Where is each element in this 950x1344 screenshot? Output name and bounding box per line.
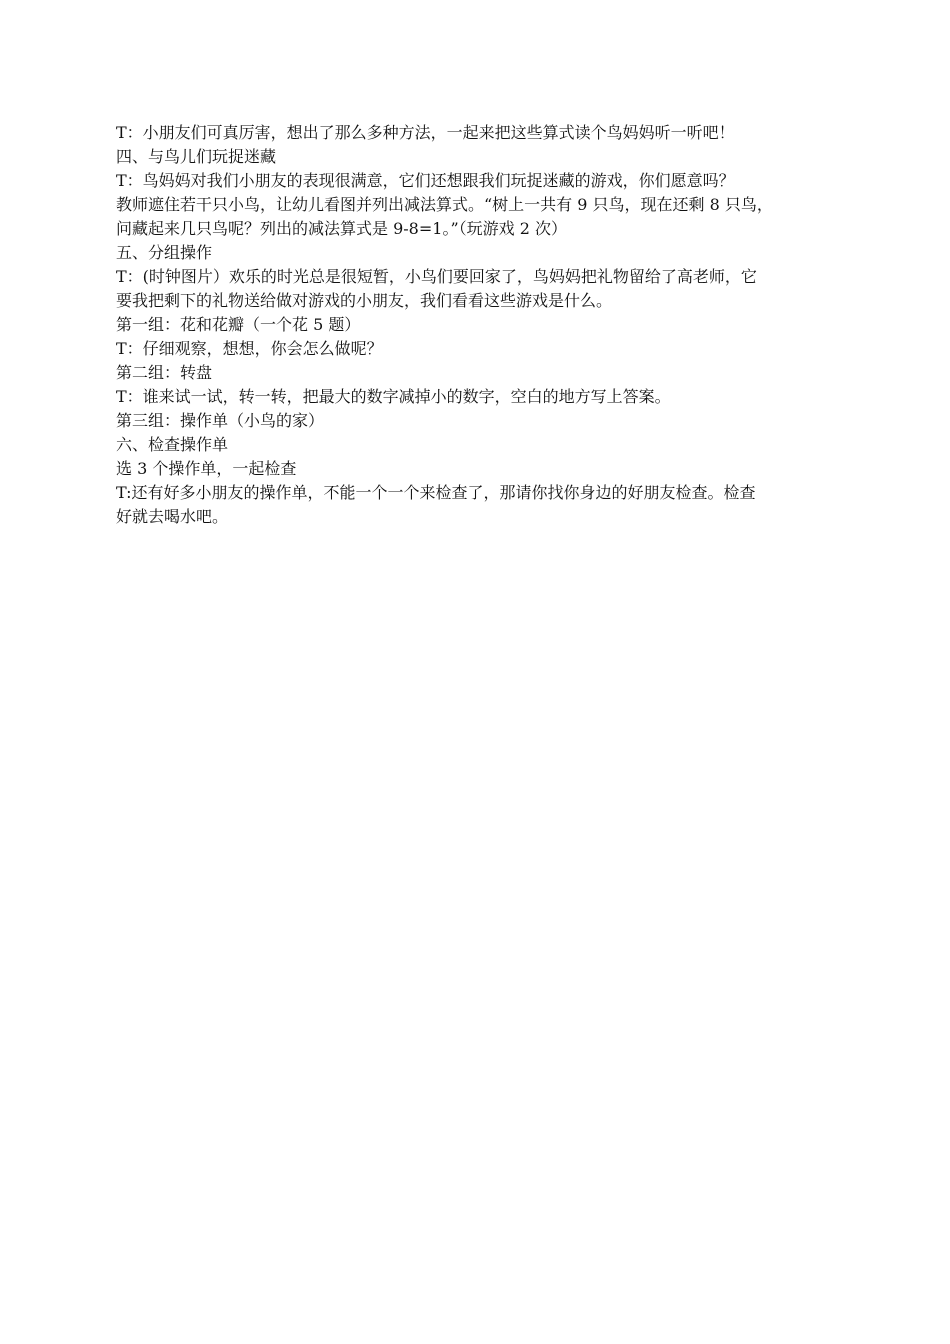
paragraph-hide-and-seek: T：鸟妈妈对我们小朋友的表现很满意，它们还想跟我们玩捉迷藏的游戏，你们愿意吗？ bbox=[116, 171, 735, 190]
group-2-label: 第二组：转盘 bbox=[116, 363, 213, 382]
paragraph-clock-picture: T：(时钟图片）欢乐的时光总是很短暂，小鸟们要回家了，鸟妈妈把礼物留给了高老师，它 bbox=[116, 267, 757, 286]
paragraph-drink-water: 好就去喝水吧。 bbox=[116, 507, 229, 526]
paragraph-select-sheets: 选 3 个操作单，一起检查 bbox=[116, 459, 297, 478]
group-3-label: 第三组：操作单（小鸟的家） bbox=[116, 411, 325, 430]
paragraph-praise: T：小朋友们可真厉害，想出了那么多种方法，一起来把这些算式读个鸟妈妈听一听吧！ bbox=[116, 123, 735, 142]
document-page bbox=[116, 121, 866, 529]
paragraph-spinner: T：谁来试一试，转一转，把最大的数字减掉小的数字，空白的地方写上答案。 bbox=[116, 387, 671, 406]
paragraph-subtraction-formula: 问藏起来几只鸟呢？列出的减法算式是 9-8=1。”（玩游戏 2 次） bbox=[116, 219, 567, 238]
paragraph-teacher-covers-birds: 教师遮住若干只小鸟，让幼儿看图并列出减法算式。“树上一共有 9 只鸟，现在还剩 8 只鸟， bbox=[116, 195, 773, 214]
paragraph-observe: T：仔细观察，想想，你会怎么做呢？ bbox=[116, 339, 383, 358]
paragraph-peer-check: T:还有好多小朋友的操作单，不能一个一个来检查了，那请你找你身边的好朋友检查。检查 bbox=[116, 483, 756, 502]
heading-section-5: 五、分组操作 bbox=[116, 243, 213, 262]
paragraph-gifts: 要我把剩下的礼物送给做对游戏的小朋友，我们看看这些游戏是什么。 bbox=[116, 291, 613, 310]
heading-section-6: 六、检查操作单 bbox=[116, 435, 229, 454]
group-1-label: 第一组：花和花瓣（一个花 5 题） bbox=[116, 315, 361, 334]
heading-section-4: 四、与鸟儿们玩捉迷藏 bbox=[116, 147, 277, 166]
